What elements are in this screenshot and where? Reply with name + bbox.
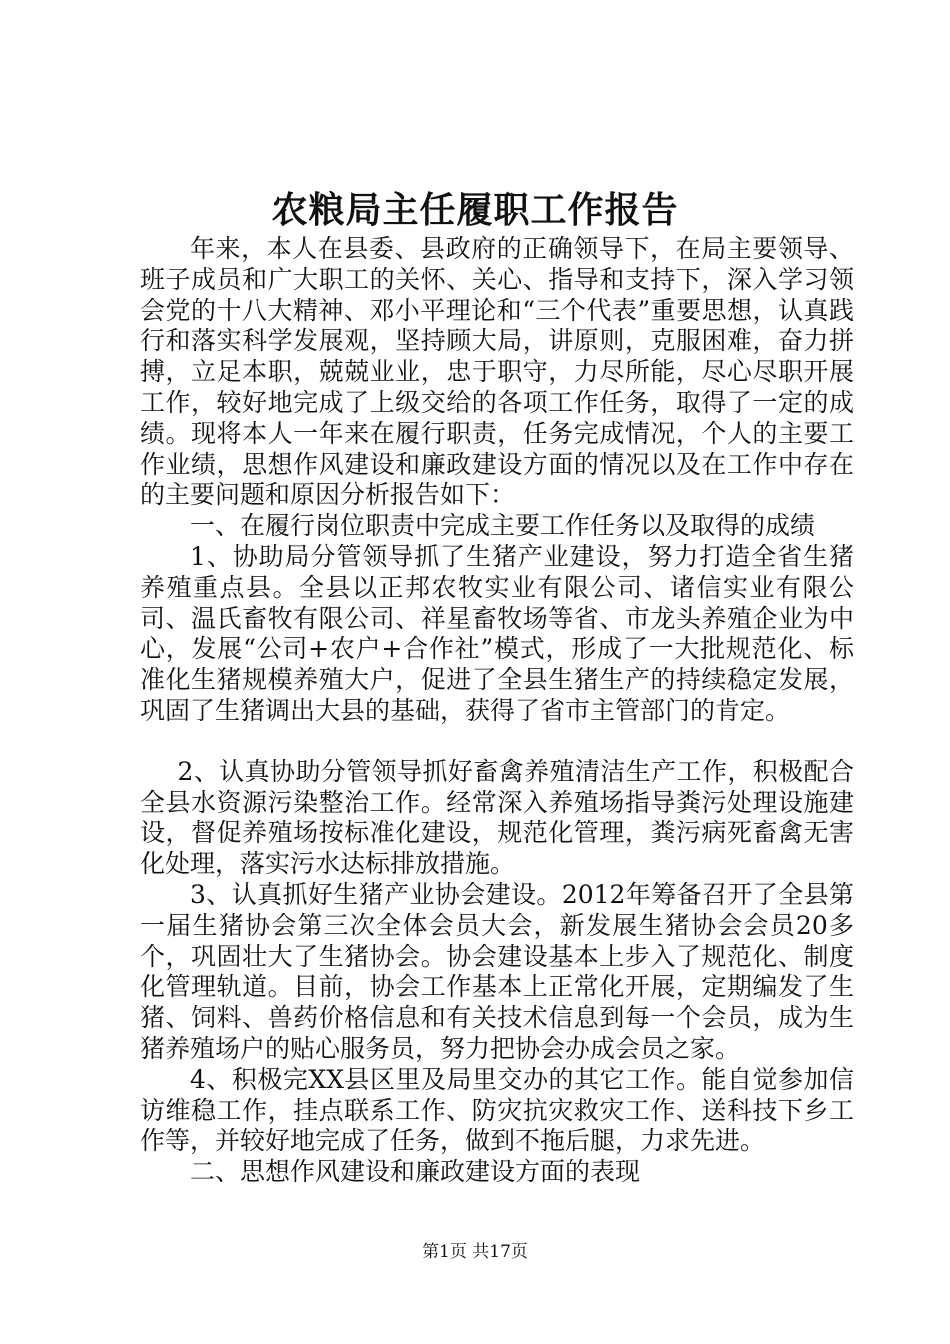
paragraph-intro: 年来，本人在县委、县政府的正确领导下，在局主要领导、班子成员和广大职工的关怀、关心、指导和支持下，深入学习领会党的十八大精神、邓小平理论和“三个代表”重要思想，认真践行和落实科学发展观，坚持顾大局，讲原则，克服困难，奋力拼搏，立足本职，兢兢业业，忠于职守，力尽所能，尽心尽职开展工作，较好地完成了上级交给的各项工作任务，取得了一定的成绩。现将本人一年来在履行职责，任务完成情况，个人的主要工作业绩，思想作风建设和廉政建设方面的情况以及在工作中存在的主要问题和原因分析报告如下： (140, 234, 854, 510)
paragraph-item-3: 3、认真抓好生猪产业协会建设。2012年筹备召开了全县第一届生猪协会第三次全体会员大会，新发展生猪协会会员20多个，巩固壮大了生猪协会。协会建设基本上步入了规范化、制度化管理轨道。目前，协会工作基本上正常化开展，定期编发了生猪、饲料、兽药价格信息和有关技术信息到每一个会员，成为生猪养殖场户的贴心服务员，努力把协会办成会员之家。 (140, 879, 854, 1063)
section-heading-1: 一、在履行岗位职责中完成主要工作任务以及取得的成绩 (190, 511, 816, 541)
paragraph-item-1: 1、协助局分管领导抓了生猪产业建设，努力打造全省生猪养殖重点县。全县以正邦农牧实业有限公司、诸信实业有限公司、温氏畜牧有限公司、祥星畜牧场等省、市龙头养殖企业为中心，发展“公司+农户+合作社”模式，形成了一大批规范化、标准化生猪规模养殖大户，促进了全县生猪生产的持续稳定发展，巩固了生猪调出大县的基础，获得了省市主管部门的肯定。 (140, 541, 854, 725)
document-title: 农粮局主任履职工作报告 (271, 189, 679, 231)
paragraph-item-2: 2、认真协助分管领导抓好畜禽养殖清洁生产工作，积极配合全县水资源污染整治工作。经常深入养殖场指导粪污处理设施建设，督促养殖场按标准化建设，规范化管理，粪污病死畜禽无害化处理，落实污水达标排放措施。 (140, 756, 854, 879)
section-heading-2: 二、思想作风建设和廉政建设方面的表现 (190, 1157, 641, 1187)
document-body (140, 234, 854, 1188)
page-number-footer: 第1页 共17页 (422, 1242, 528, 1262)
paragraph-item-4: 4、积极完XX县区里及局里交办的其它工作。能自觉参加信访维稳工作，挂点联系工作、防灾抗灾救灾工作、送科技下乡工作等，并较好地完成了任务，做到不拖后腿，力求先进。 (140, 1064, 854, 1156)
